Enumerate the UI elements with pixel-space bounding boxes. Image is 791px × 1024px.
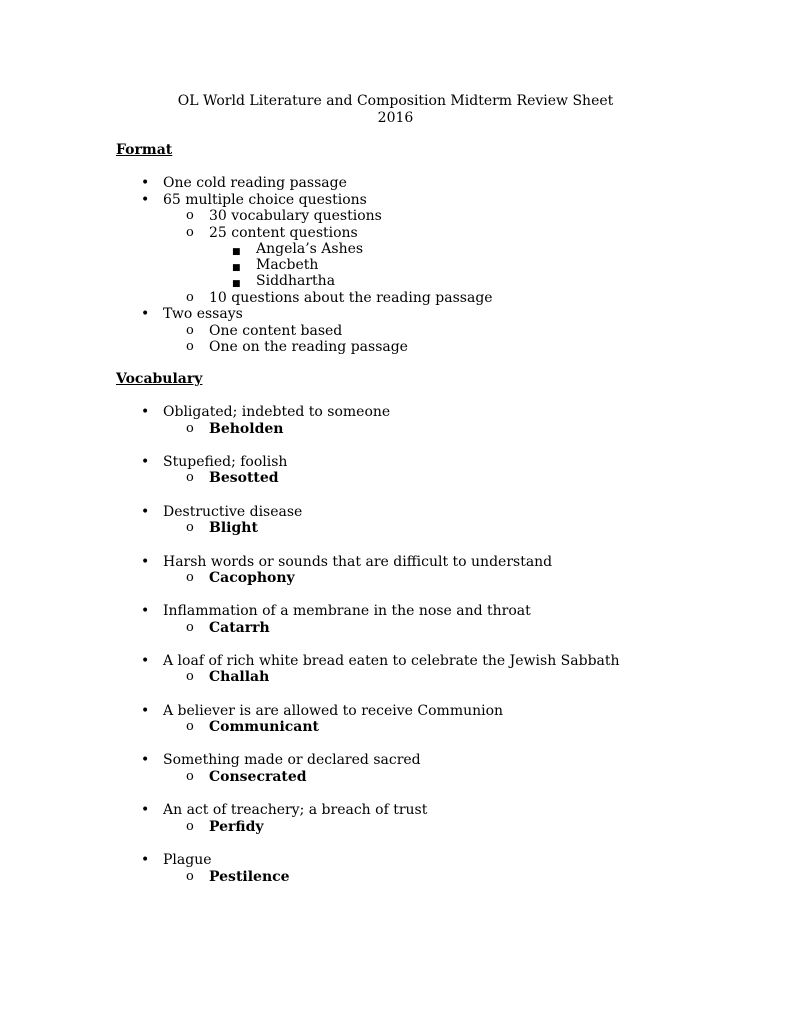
bullet-circle-icon: o xyxy=(186,470,194,485)
bullet-circle-icon: o xyxy=(186,421,194,436)
bullet-disc-icon: • xyxy=(141,852,150,868)
vocab-word: Consecrated xyxy=(209,769,307,785)
vocab-word: Cacophony xyxy=(209,570,295,586)
vocab-word: Besotted xyxy=(209,470,279,486)
format-item: One cold reading passage xyxy=(163,175,347,191)
document-year: 2016 xyxy=(377,110,414,126)
bullet-circle-icon: o xyxy=(186,719,194,734)
bullet-square-icon: ■ xyxy=(232,247,241,257)
bullet-disc-icon: • xyxy=(141,653,150,669)
format-subitem: 30 vocabulary questions xyxy=(209,208,382,224)
format-subitem: One content based xyxy=(209,323,343,339)
format-subsubitem: Macbeth xyxy=(256,257,319,273)
bullet-disc-icon: • xyxy=(141,504,150,520)
vocab-word: Challah xyxy=(209,669,270,685)
bullet-circle-icon: o xyxy=(186,869,194,884)
bullet-disc-icon: • xyxy=(141,192,150,208)
format-item: Two essays xyxy=(163,306,243,322)
vocab-definition: Something made or declared sacred xyxy=(163,752,421,768)
bullet-disc-icon: • xyxy=(141,603,150,619)
bullet-circle-icon: o xyxy=(186,520,194,535)
vocab-word: Communicant xyxy=(209,719,320,735)
vocab-word: Beholden xyxy=(209,421,284,437)
bullet-circle-icon: o xyxy=(186,225,194,240)
vocab-definition: Plague xyxy=(163,852,212,868)
bullet-circle-icon: o xyxy=(186,323,194,338)
format-subsubitem: Siddhartha xyxy=(256,273,336,289)
bullet-disc-icon: • xyxy=(141,306,150,322)
vocabulary-heading: Vocabulary xyxy=(116,371,203,387)
vocab-definition: A believer is are allowed to receive Communion xyxy=(163,703,504,719)
bullet-disc-icon: • xyxy=(141,802,150,818)
format-subitem: One on the reading passage xyxy=(209,339,408,355)
vocab-definition: Inflammation of a membrane in the nose and throat xyxy=(163,603,531,619)
bullet-disc-icon: • xyxy=(141,404,150,420)
bullet-square-icon: ■ xyxy=(232,263,241,273)
bullet-circle-icon: o xyxy=(186,819,194,834)
format-item: 65 multiple choice questions xyxy=(163,192,367,208)
bullet-disc-icon: • xyxy=(141,454,150,470)
bullet-circle-icon: o xyxy=(186,620,194,635)
bullet-circle-icon: o xyxy=(186,208,194,223)
bullet-circle-icon: o xyxy=(186,769,194,784)
bullet-disc-icon: • xyxy=(141,554,150,570)
bullet-disc-icon: • xyxy=(141,752,150,768)
format-subitem: 25 content questions xyxy=(209,225,358,241)
vocab-definition: An act of treachery; a breach of trust xyxy=(163,802,428,818)
vocab-definition: A loaf of rich white bread eaten to celebrate the Jewish Sabbath xyxy=(163,653,620,669)
bullet-circle-icon: o xyxy=(186,290,194,305)
bullet-square-icon: ■ xyxy=(232,279,241,289)
document-title: OL World Literature and Composition Midterm Review Sheet xyxy=(177,93,614,109)
vocab-definition: Obligated; indebted to someone xyxy=(163,404,391,420)
bullet-disc-icon: • xyxy=(141,703,150,719)
format-heading: Format xyxy=(116,142,173,158)
vocab-word: Perfidy xyxy=(209,819,264,835)
bullet-circle-icon: o xyxy=(186,570,194,585)
vocab-definition: Destructive disease xyxy=(163,504,303,520)
bullet-circle-icon: o xyxy=(186,339,194,354)
format-subitem: 10 questions about the reading passage xyxy=(209,290,493,306)
vocab-definition: Harsh words or sounds that are difficult to understand xyxy=(163,554,553,570)
vocab-definition: Stupefied; foolish xyxy=(163,454,288,470)
vocab-word: Pestilence xyxy=(209,869,290,885)
vocab-word: Blight xyxy=(209,520,258,536)
vocab-word: Catarrh xyxy=(209,620,270,636)
bullet-disc-icon: • xyxy=(141,175,150,191)
format-subsubitem: Angela’s Ashes xyxy=(256,241,364,257)
bullet-circle-icon: o xyxy=(186,669,194,684)
